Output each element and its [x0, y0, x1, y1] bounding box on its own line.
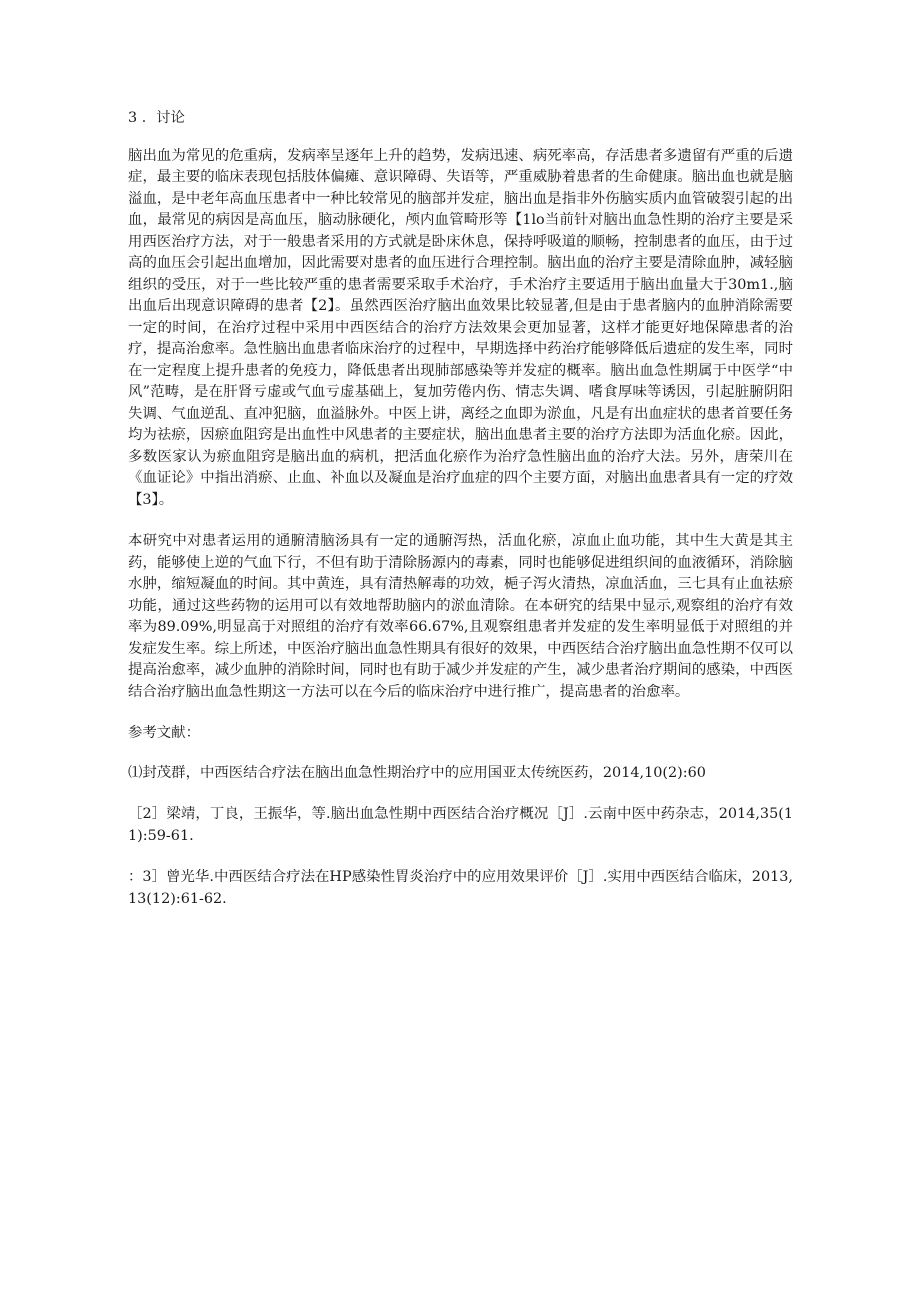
discussion-paragraph-2: 本研究中对患者运用的通腑清脑汤具有一定的通腑泻热，活血化瘀，凉血止血功能，其中生大黄是其主药，能够使上逆的气血下行，不但有助于清除肠源内的毒素，同时也能够促进组织间的血液循环，消除脑水肿，缩短凝血的时间。其中黄连，具有清热解毒的功效，梔子泻火清热，凉血活血，三七具有止血祛瘀功能，通过这些药物的运用可以有效地帮助脑内的淤血清除。在本研究的结果中显示,观察组的治疗有效率为89.09%,明显高于对照组的治疗有效率66.67%,且观察组患者并发症的发生率明显低于对照组的并发症发生率。综上所述，中医治疗脑出血急性期具有很好的效果，中西医结合治疗脑出血急性期不仅可以提高治愈率，减少血肿的消除时间，同时也有助于减少并发症的产生，减少患者治疗期间的感染，中西医结合治疗脑出血急性期这一方法可以在今后的临床治疗中进行推广，提高患者的治愈率。 — [128, 533, 793, 700]
reference-item-3: ：3］曾光华.中西医结合疗法在HP感染性胃炎治疗中的应用效果评价［J］.实用中西医结合临床，2013,13(12):61-62. — [128, 869, 793, 907]
reference-item-2: ［2］梁靖，丁良，王振华，等.脑出血急性期中西医结合治疗概况［J］.云南中医中药杂志，2014,35(11):59-61. — [128, 806, 793, 844]
discussion-paragraph-1: 脑出血为常见的危重病，发病率呈逐年上升的趋势，发病迅速、病死率高，存活患者多遗留有严重的后遗症，最主要的临床表现包括肢体偏瘫、意识障碍、失语等，严重威胁着患者的生命健康。脑出血也就是脑溢血，是中老年高血压患者中一种比较常见的脑部并发症，脑出血是指非外伤脑实质内血管破裂引起的出血，最常见的病因是高血压，脑动脉硬化，颅内血管畸形等【1lo当前针对脑出血急性期的治疗主要是采用西医治疗方法，对于一般患者采用的方式就是卧床休息，保持呼吸道的顺畅，控制患者的血压，由于过高的血压会引起出血增加，因此需要对患者的血压进行合理控制。脑出血的治疗主要是清除血肿，减轻脑组织的受压，对于一些比较严重的患者需要采取手术治疗，手术治疗主要适用于脑出血量大于30m1.,脑出血后出现意识障碍的患者【2】。虽然西医治疗脑出血效果比较显著,但是由于患者脑内的血肿消除需要一定的时间，在治疗过程中采用中西医结合的治疗方法效果会更加显著，这样才能更好地保障患者的治疗，提高治愈率。急性脑出血患者临床治疗的过程中，早期选择中药治疗能够降低后遗症的发生率，同时在一定程度上提升患者的免疫力，降低患者出现肺部感染等并发症的概率。脑出血急性期属于中医学“中风”范畴，是在肝肾亏虚或气血亏虚基础上，复加劳倦内伤、情志失调、嗜食厚味等诱因，引起脏腑阴阳失调、气血逆乱、直冲犯脑，血溢脉外。中医上讲，离经之血即为淤血，凡是有出血症状的患者首要任务均为祛瘀，因瘀血阻窍是出血性中风患者的主要症状，脑出血患者主要的治疗方法即为活血化瘀。因此，多数医家认为瘀血阻窍是脑出血的病机，把活血化瘀作为治疗急性脑出血的治疗大法。另外，唐荣川在《血证论》中指出消瘀、止血、补血以及凝血是治疗血症的四个主要方面，对脑出血患者具有一定的疗效【3】。 — [128, 147, 793, 508]
document-page — [128, 108, 793, 930]
references-title: 参考文献： — [128, 725, 200, 741]
reference-item-1: ⑴封茂群，中西医结合疗法在脑出血急性期治疗中的应用国亚太传统医药，2014,10(2):60 — [128, 764, 706, 781]
section-heading: 3 ．讨论 — [128, 110, 185, 126]
